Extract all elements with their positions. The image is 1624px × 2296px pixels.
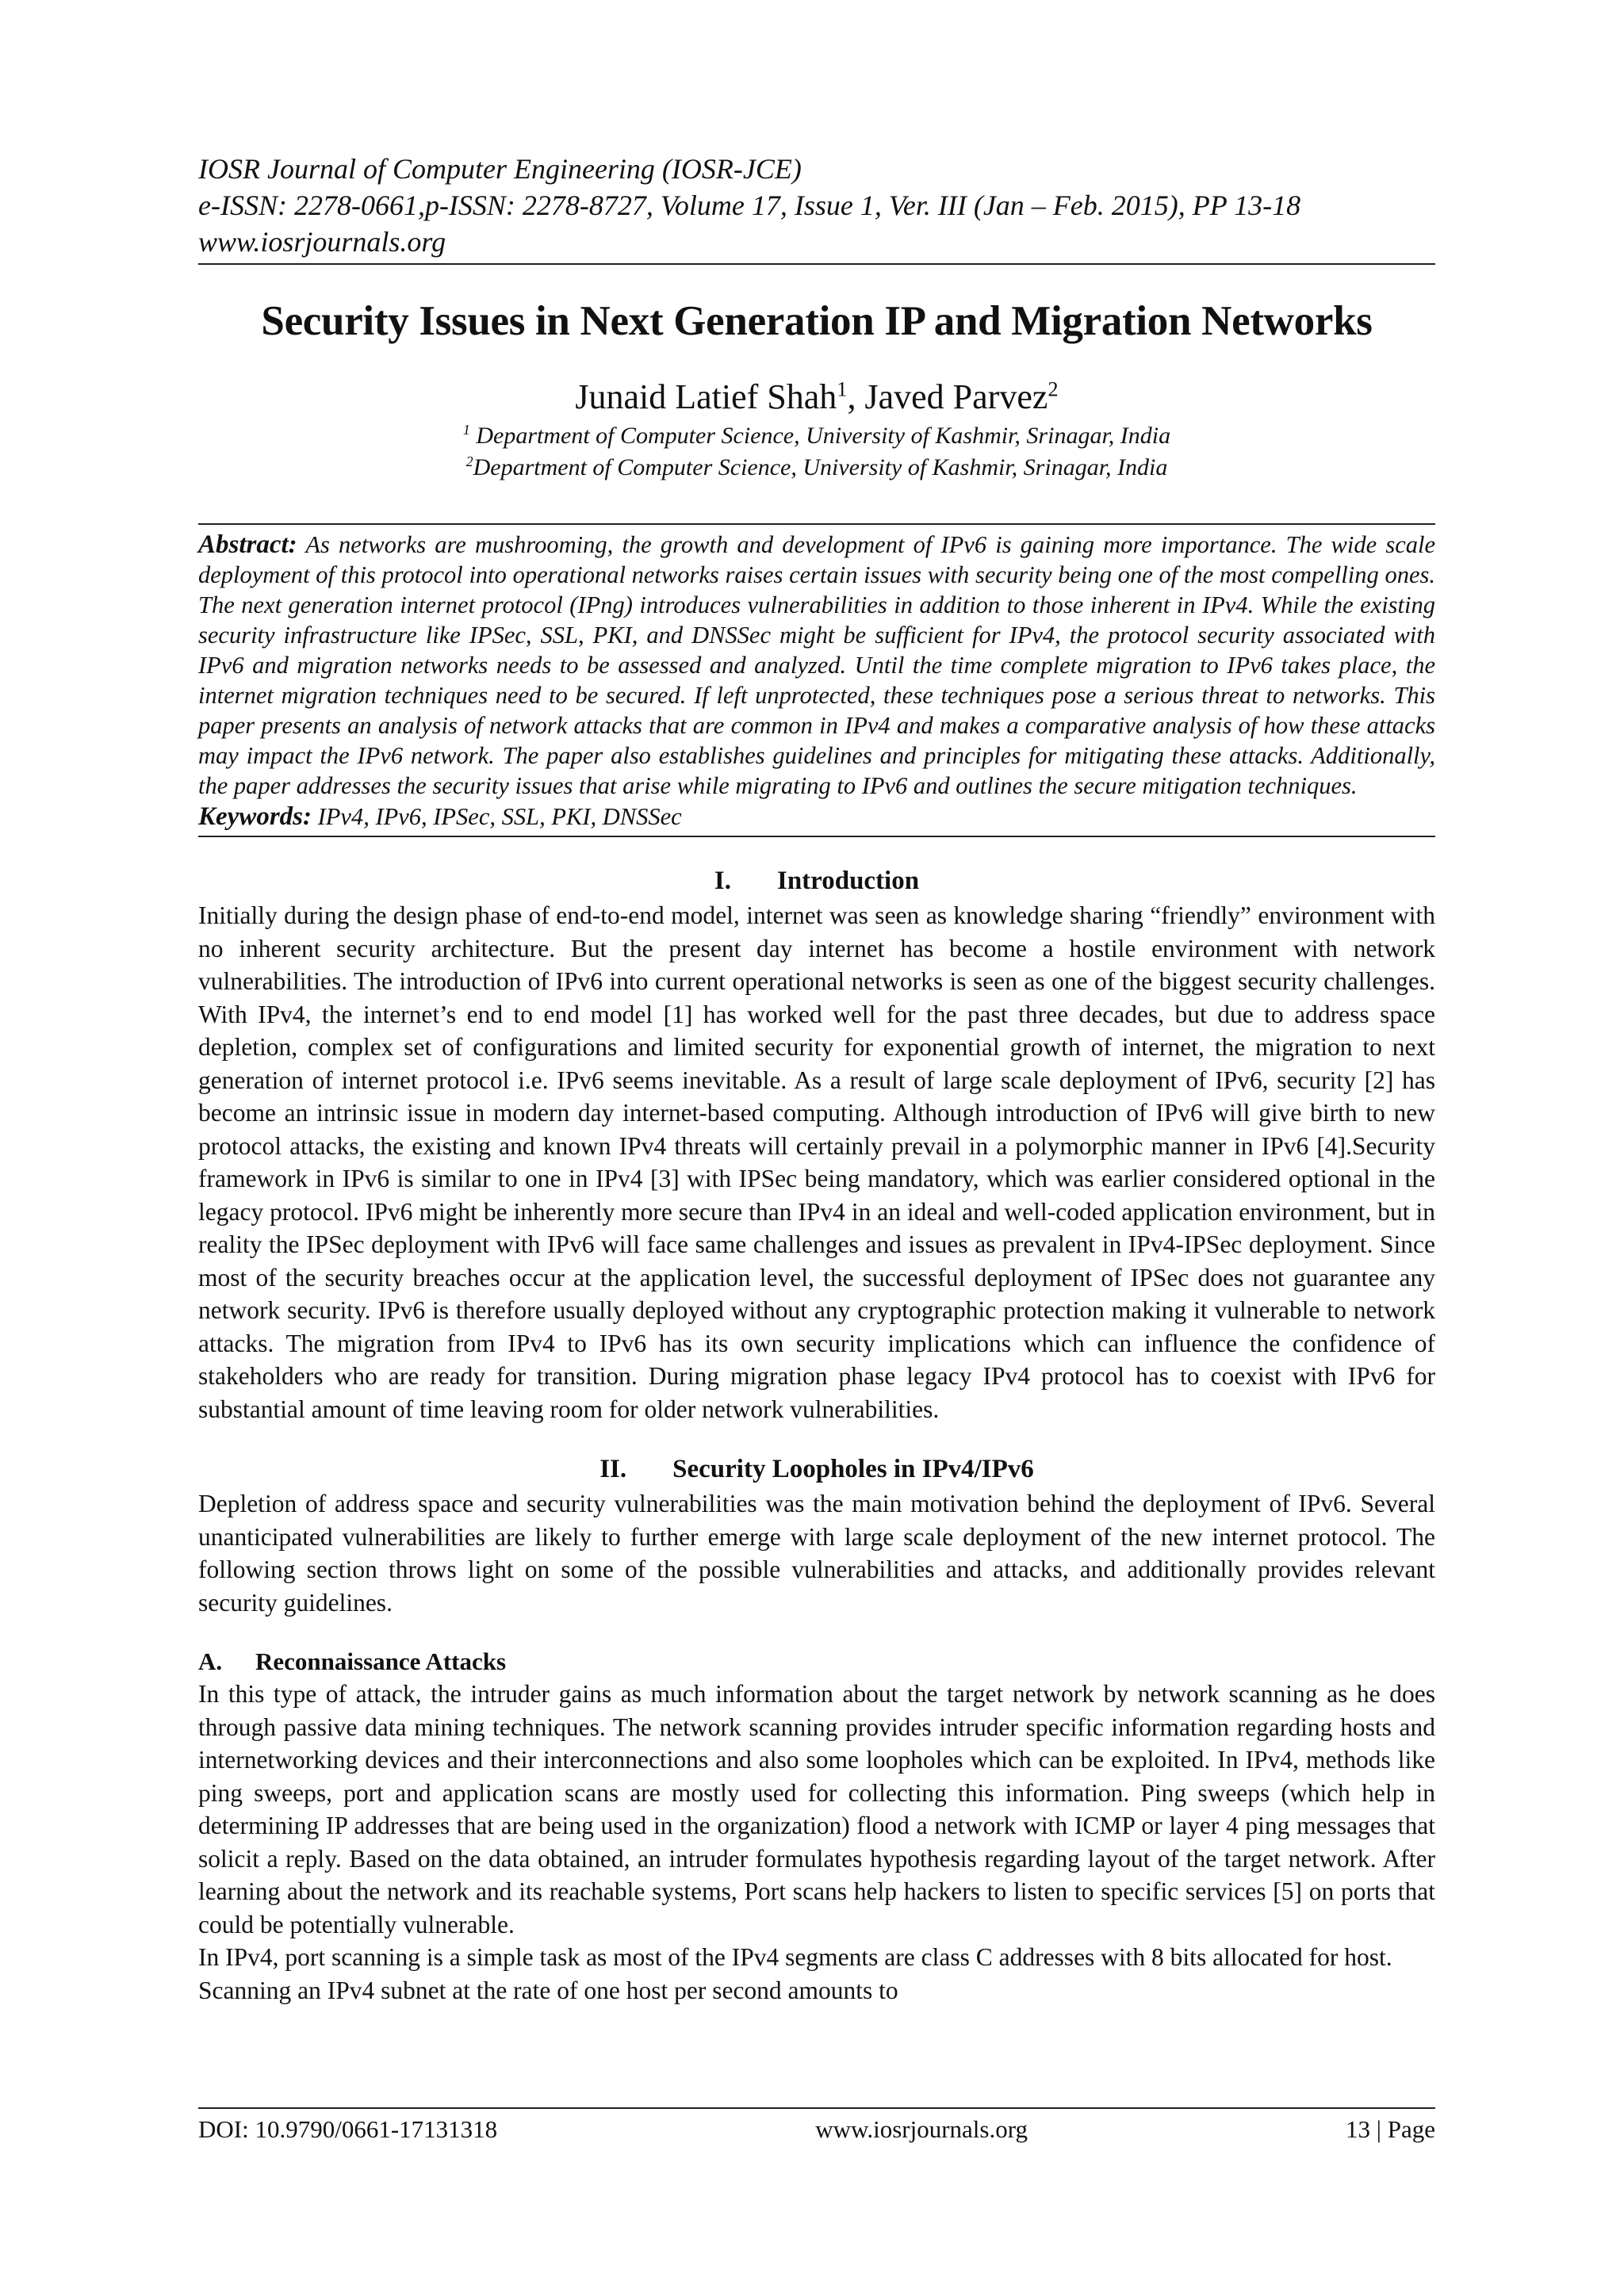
paper-page	[198, 151, 1435, 2007]
keywords-label: Keywords:	[198, 802, 312, 831]
subsection-heading-reconnaissance	[198, 1646, 1435, 1678]
subsection-title: Reconnaissance Attacks	[255, 1647, 507, 1675]
journal-name: IOSR Journal of Computer Engineering (IOSR-JCE)	[198, 153, 802, 185]
footer-page-number: 13 | Page	[1346, 2115, 1435, 2143]
affiliation	[198, 420, 1435, 452]
affiliation	[198, 452, 1435, 484]
affiliation-mark: 1	[462, 422, 470, 438]
author-affil-mark: 2	[1048, 377, 1059, 401]
page-footer	[198, 2107, 1435, 2145]
subsection-number: A.	[198, 1647, 223, 1675]
issn-line: e-ISSN: 2278-0661,p-ISSN: 2278-8727, Volume 17, Issue 1, Ver. III (Jan – Feb. 2015), PP 13-18	[198, 189, 1301, 221]
affiliation-text: Department of Computer Science, University of Kashmir, Srinagar, India	[469, 423, 1171, 449]
keywords	[198, 801, 1435, 832]
journal-website: www.iosrjournals.org	[198, 226, 446, 258]
author-list	[198, 376, 1435, 419]
keywords-text: IPv4, IPv6, IPSec, SSL, PKI, DNSSec	[317, 803, 682, 830]
section-number: II.	[599, 1455, 627, 1483]
section-heading-introduction	[198, 864, 1435, 897]
reconnaissance-paragraph: In IPv4, port scanning is a simple task as most of the IPv4 segments are class C addresses with 8 bits allocated for host. Scanning an IPv4 subnet at the rate of one host per second amounts to	[198, 1943, 1392, 2004]
introduction-paragraph: Initially during the design phase of end-to-end model, internet was seen as knowledge sharing “friendly” environment with no inherent security architecture. But the present day internet has become a hostile environment with network vulnerabilities. The introduction of IPv6 into current operational networks is seen as one of the biggest security challenges. With IPv4, the internet’s end to end model [1] has worked well for the past three decades, but due to address space depletion, complex set of configurations and limited security for exponential growth of internet, the migration to next generation of internet protocol i.e. IPv6 seems inevitable. As a result of large scale deployment of IPv6, security [2] has become an intrinsic issue in modern day internet-based computing. Although introduction of IPv6 will give birth to new protocol attacks, the existing and known IPv4 threats will certainly prevail in a polymorphic manner in IPv6 [4].Security framework in IPv6 is similar to one in IPv4 [3] with IPSec being mandatory, which was earlier considered optional in the legacy protocol. IPv6 might be inherently more secure than IPv4 in an ideal and well-coded application environment, but in reality the IPSec deployment with IPv6 will face same challenges and issues as prevalent in IPv4-IPSec deployment. Since most of the security breaches occur at the application level, the successful deployment of IPSec does not guarantee any network security. IPv6 is therefore usually deployed without any cryptographic protection making it vulnerable to network attacks. The migration from IPv4 to IPv6 has its own security implications which can influence the confidence of stakeholders who are ready for transition. During migration phase legacy IPv4 protocol has to coexist with IPv6 for substantial amount of time leaving room for older network vulnerabilities.	[198, 901, 1435, 1423]
paper-title: Security Issues in Next Generation IP and Migration Networks	[261, 298, 1373, 344]
reconnaissance-paragraph: In this type of attack, the intruder gains as much information about the target network by network scanning as he does through passive data mining techniques. The network scanning provides intruder specific information regarding hosts and internetworking devices and their interconnections and also some loopholes which can be exploited. In IPv4, methods like ping sweeps, port and application scans are mostly used for collecting this information. Ping sweeps (which help in determining IP addresses that are being used in the organization) flood a network with ICMP or layer 4 ping messages that solicit a reply. Based on the data obtained, an intruder formulates hypothesis regarding layout of the target network. After learning about the network and its reachable systems, Port scans help hackers to listen to specific services [5] on ports that could be potentially vulnerable.	[198, 1680, 1435, 1938]
section-title: Introduction	[776, 867, 920, 895]
author-name: Javed Parvez	[864, 377, 1048, 416]
author-separator: ,	[847, 377, 865, 416]
footer-doi: DOI: 10.9790/0661-17131318	[198, 2115, 498, 2143]
footer-website: www.iosrjournals.org	[815, 2115, 1028, 2143]
abstract-box	[198, 523, 1435, 837]
section-title: Security Loopholes in IPv4/IPv6	[672, 1455, 1034, 1483]
journal-header	[198, 151, 1435, 265]
abstract-label: Abstract:	[198, 530, 297, 559]
affiliation-mark: 2	[465, 453, 473, 469]
affiliation-text: Department of Computer Science, University of Kashmir, Srinagar, India	[473, 454, 1168, 480]
author-name: Junaid Latief Shah	[575, 377, 837, 416]
section-number: I.	[714, 867, 731, 895]
affiliations	[198, 420, 1435, 484]
author-affil-mark: 1	[837, 377, 848, 401]
section-heading-security-loopholes	[198, 1452, 1435, 1486]
abstract	[198, 530, 1435, 801]
abstract-text: As networks are mushrooming, the growth and development of IPv6 is gaining more importance. The wide scale deployment of this protocol into operational networks raises certain issues with security being one of the most compelling ones. The next generation internet protocol (IPng) introduces vulnerabilities in addition to those inherent in IPv4. While the existing security infrastructure like IPSec, SSL, PKI, and DNSSec might be sufficient for IPv4, the protocol security associated with IPv6 and migration networks needs to be assessed and analyzed. Until the time complete migration to IPv6 takes place, the internet migration techniques need to be secured. If left unprotected, these techniques pose a serious threat to networks. This paper presents an analysis of network attacks that are common in IPv4 and makes a comparative analysis of how these attacks may impact the IPv6 network. The paper also establishes guidelines and principles for mitigating these attacks. Additionally, the paper addresses the security issues that arise while migrating to IPv6 and outlines the secure mitigation techniques.	[198, 531, 1436, 799]
loopholes-paragraph: Depletion of address space and security vulnerabilities was the main motivation behind the deployment of IPv6. Several unanticipated vulnerabilities are likely to further emerge with large scale deployment of the new internet protocol. The following section throws light on some of the possible vulnerabilities and attacks, and additionally provides relevant security guidelines.	[198, 1490, 1435, 1617]
